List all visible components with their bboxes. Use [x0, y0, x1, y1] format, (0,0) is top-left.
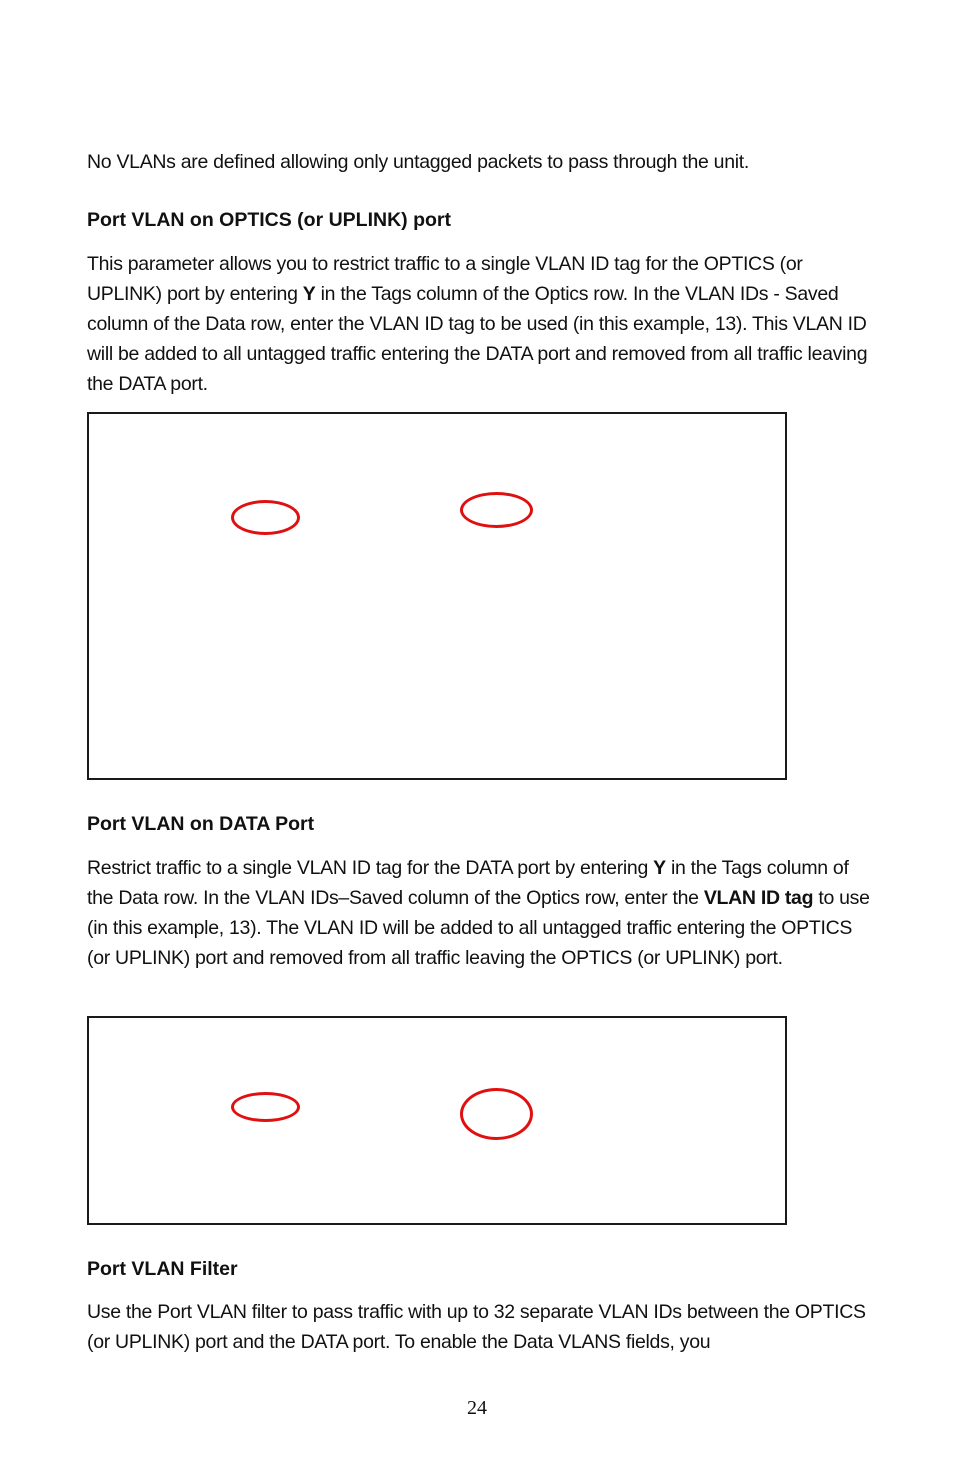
optics-port-vlan-paragraph: [87, 249, 877, 399]
section-heading-port-vlan-filter: Port VLAN Filter: [87, 1258, 238, 1280]
highlight-oval-vlan-ids: [460, 492, 533, 528]
screenshot-figure-optics-vlan: [87, 412, 787, 780]
intro-paragraph: No VLANs are defined allowing only untagged packets to pass through the unit.: [87, 151, 750, 173]
highlight-oval-vlan-ids: [460, 1088, 533, 1140]
screenshot-figure-data-vlan: [87, 1016, 787, 1225]
paragraph-text: This parameter allows you to restrict traffic to a single VLAN ID tag for the OPTICS (or UPLINK) port by entering: [87, 253, 803, 305]
paragraph-text: in the Tags column of the Optics row. In the VLAN IDs - Saved column of the Data row, enter the VLAN ID tag to be used (in this example, 13). This VLAN ID will be added to all untagged traffic entering the DATA port and removed from all traffic leaving the DATA port.: [87, 283, 868, 395]
data-port-vlan-paragraph: [87, 853, 877, 973]
vlan-id-tag-term: VLAN ID tag: [703, 887, 814, 909]
tag-value-y: Y: [302, 283, 316, 305]
paragraph-text: to use (in this example, 13). The VLAN ID will be added to all untagged traffic entering the OPTICS (or UPLINK) port and removed from all traffic leaving the OPTICS (or UPLINK) port.: [87, 887, 870, 969]
highlight-oval-tags: [231, 500, 300, 535]
paragraph-text: Restrict traffic to a single VLAN ID tag for the DATA port by entering: [87, 857, 654, 879]
paragraph-text: in the Tags column of the Data row. In the VLAN IDs–Saved column of the Optics row, enter the: [87, 857, 849, 909]
tag-value-y: Y: [653, 857, 666, 879]
page-number: 24: [467, 1397, 487, 1419]
section-heading-data-port-vlan: Port VLAN on DATA Port: [87, 813, 315, 835]
highlight-oval-tags: [231, 1092, 300, 1122]
port-vlan-filter-paragraph: Use the Port VLAN filter to pass traffic with up to 32 separate VLAN IDs between the OPTICS (or UPLINK) port and the DATA port. To enable the Data VLANS fields, you: [87, 1301, 866, 1353]
section-heading-optics-port-vlan: Port VLAN on OPTICS (or UPLINK) port: [87, 209, 451, 231]
